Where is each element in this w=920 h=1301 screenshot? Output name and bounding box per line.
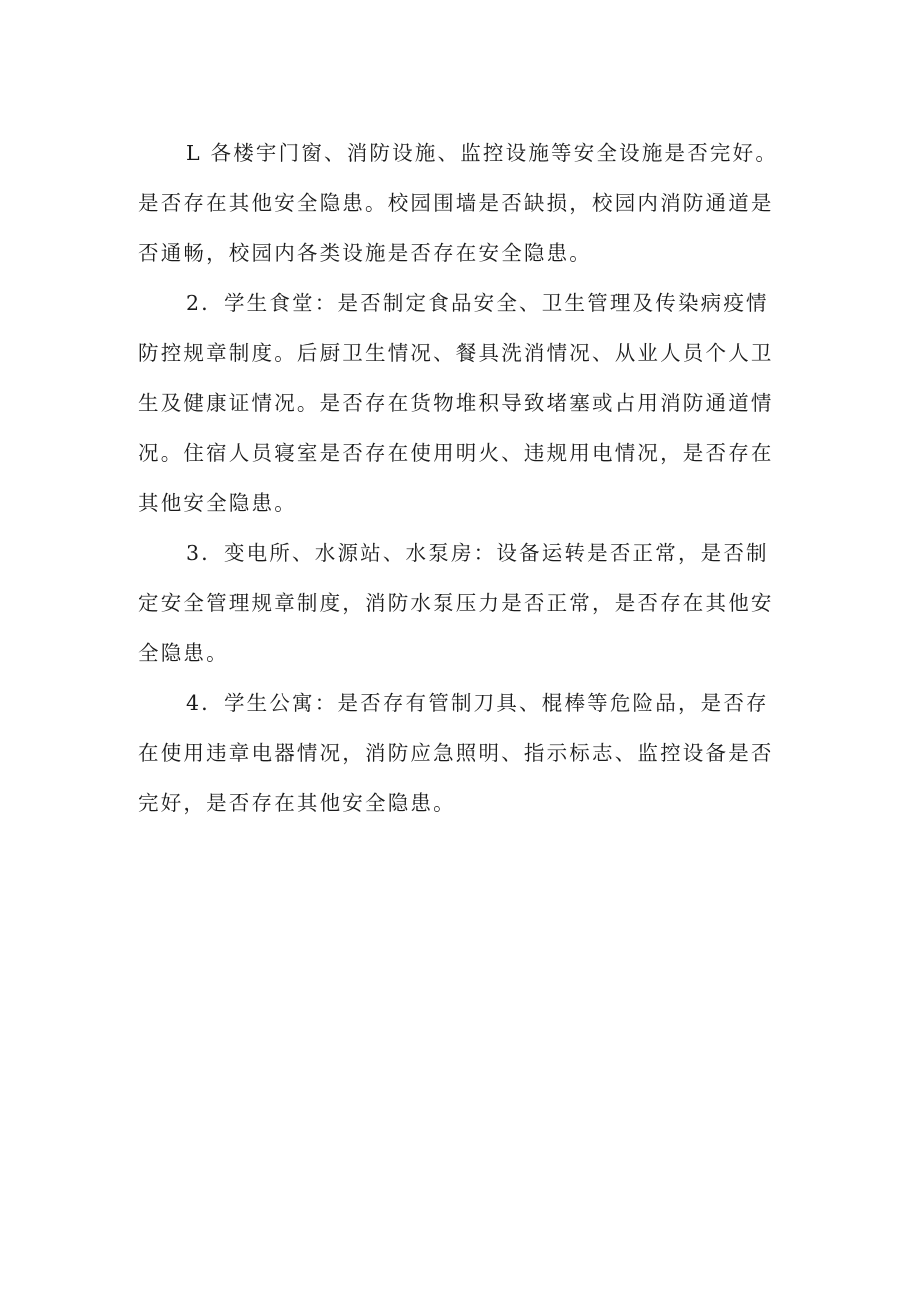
paragraph-substation-pump-room bbox=[138, 528, 788, 678]
paragraph-building-facilities bbox=[138, 128, 788, 278]
text-line: 在使用违章电器情况，消防应急照明、指示标志、监控设备是否 bbox=[138, 741, 774, 765]
text-line: 况。住宿人员寝室是否存在使用明火、违规用电情况，是否存在 bbox=[138, 441, 774, 465]
text-line: 4．学生公寓：是否存有管制刀具、棍棒等危险品，是否存 bbox=[186, 691, 769, 715]
text-line: 否通畅，校园内各类设施是否存在安全隐患。 bbox=[138, 241, 592, 265]
document-body bbox=[138, 128, 788, 828]
text-line: 2．学生食堂：是否制定食品安全、卫生管理及传染病疫情 bbox=[186, 291, 769, 315]
text-line: 生及健康证情况。是否存在货物堆积导致堵塞或占用消防通道情 bbox=[138, 391, 774, 415]
text-line: 定安全管理规章制度，消防水泵压力是否正常，是否存在其他安 bbox=[138, 591, 774, 615]
text-line: 全隐患。 bbox=[138, 641, 229, 665]
text-line: 3．变电所、水源站、水泵房：设备运转是否正常，是否制 bbox=[186, 541, 769, 565]
text-line: 完好，是否存在其他安全隐患。 bbox=[138, 791, 456, 815]
text-line: 防控规章制度。后厨卫生情况、餐具洗消情况、从业人员个人卫 bbox=[138, 341, 774, 365]
text-line: 是否存在其他安全隐患。校园围墙是否缺损，校园内消防通道是 bbox=[138, 191, 774, 215]
text-line: L 各楼宇门窗、消防设施、监控设施等安全设施是否完好。 bbox=[186, 141, 779, 165]
paragraph-student-apartment bbox=[138, 678, 788, 828]
paragraph-student-canteen bbox=[138, 278, 788, 528]
text-line: 其他安全隐患。 bbox=[138, 491, 297, 515]
